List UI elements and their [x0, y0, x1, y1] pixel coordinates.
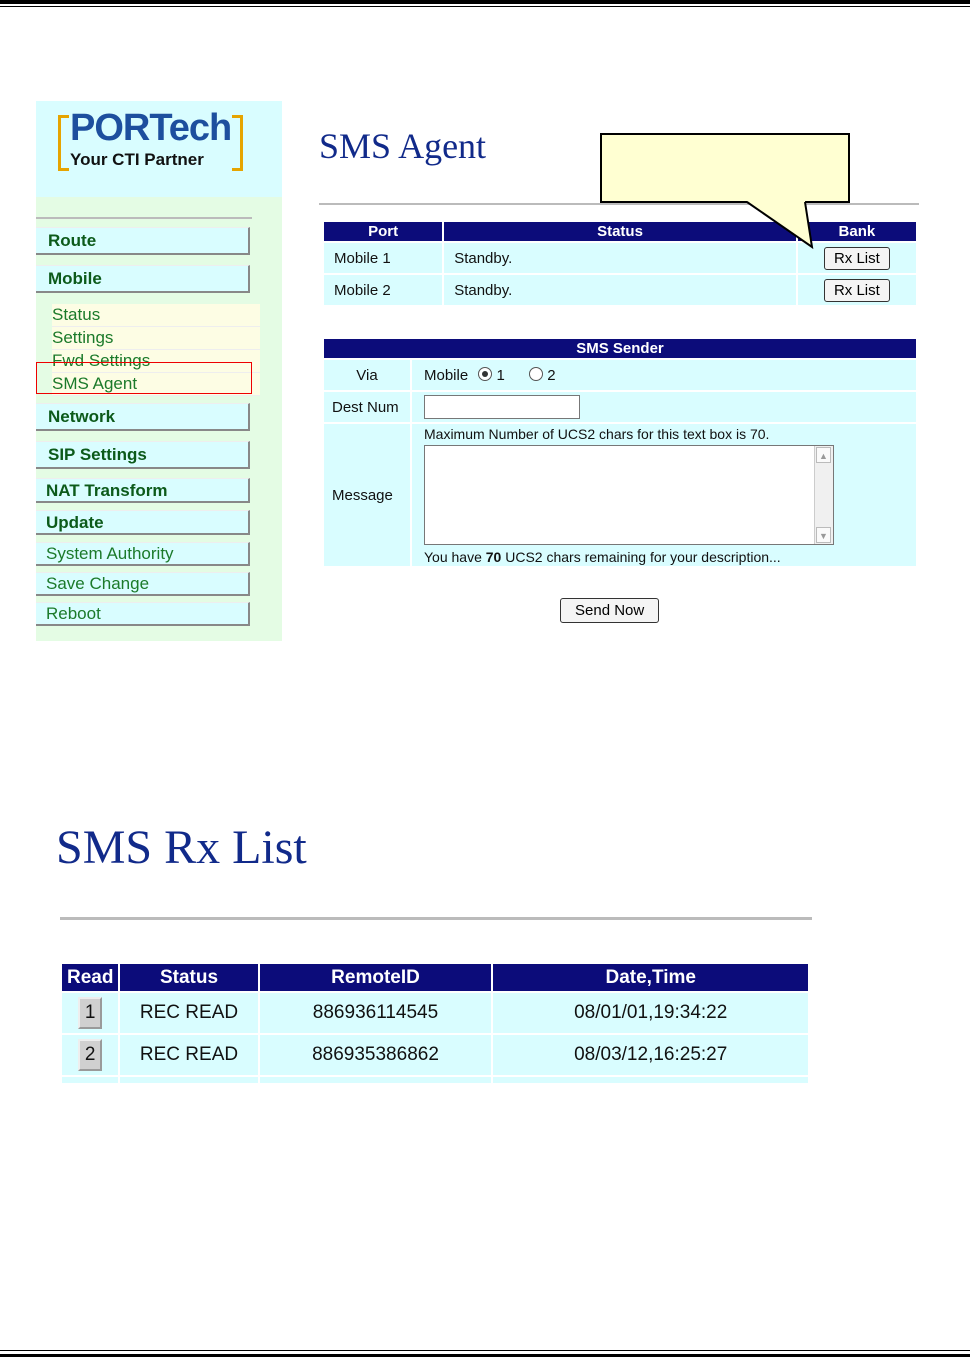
datetime-cell: 08/03/12,16:25:27 — [493, 1035, 808, 1075]
callout-pointer — [319, 101, 920, 361]
message-label: Message — [324, 424, 410, 566]
rx-list-button[interactable]: Rx List — [824, 247, 890, 270]
scroll-up-icon[interactable]: ▲ — [816, 447, 831, 463]
radio-mobile-1[interactable] — [478, 367, 492, 381]
read-button[interactable]: 2 — [78, 1039, 102, 1071]
port-cell: Mobile 1 — [324, 243, 442, 273]
dest-num-input[interactable] — [424, 395, 580, 419]
table-row — [62, 1035, 808, 1075]
scrollbar[interactable] — [814, 446, 833, 544]
remaining-note: You have 70 UCS2 chars remaining for your description... — [424, 548, 781, 565]
sidebar-sub-sms-agent[interactable]: SMS Agent — [52, 373, 260, 396]
sidebar-sub-fwd-settings[interactable]: Fwd Settings — [52, 350, 260, 373]
status-cell: Standby. — [444, 275, 796, 305]
top-rule — [0, 0, 970, 4]
sender-header: SMS Sender — [324, 339, 916, 358]
sidebar-item-sip-settings[interactable]: SIP Settings — [36, 441, 250, 469]
main-panel — [319, 101, 920, 641]
sidebar-divider — [36, 217, 252, 219]
table-row — [62, 993, 808, 1033]
status-cell: REC READ — [120, 1035, 257, 1075]
col-read: Read — [62, 964, 118, 991]
col-bank: Bank — [798, 222, 916, 241]
via-prefix: Mobile — [424, 366, 469, 384]
datetime-cell: 08/01/01,19:34:22 — [493, 993, 808, 1033]
sms-sender-table — [322, 337, 918, 568]
col-port: Port — [324, 222, 442, 241]
sidebar-sub-status[interactable]: Status — [52, 304, 260, 327]
status-cell: Standby. — [444, 243, 796, 273]
sidebar-item-nat-transform[interactable]: NAT Transform — [36, 478, 250, 503]
rx-list-button[interactable]: Rx List — [824, 279, 890, 302]
sidebar-sub-settings[interactable]: Settings — [52, 327, 260, 350]
logo-tagline: Your CTI Partner — [70, 150, 204, 169]
radio-mobile-2[interactable] — [529, 367, 543, 381]
read-button[interactable]: 1 — [78, 997, 102, 1029]
sidebar-item-system-authority[interactable]: System Authority — [36, 542, 250, 566]
col-status: Status — [444, 222, 796, 241]
table-row-partial — [62, 1077, 808, 1083]
sidebar-item-reboot[interactable]: Reboot — [36, 602, 250, 626]
send-now-button[interactable]: Send Now — [560, 598, 659, 623]
rx-list-screenshot — [36, 806, 814, 1082]
max-chars-note: Maximum Number of UCS2 chars for this text box is 70. — [424, 425, 770, 442]
sidebar-item-network[interactable]: Network — [36, 403, 250, 431]
radio-label-1: 1 — [496, 366, 505, 384]
status-cell: REC READ — [120, 993, 257, 1033]
rx-title-divider — [60, 917, 812, 920]
remaining-count: 70 — [485, 548, 502, 565]
dest-num-label: Dest Num — [324, 392, 410, 422]
rx-list-table — [60, 962, 810, 1085]
highlight-box — [36, 362, 252, 394]
sidebar-item-route[interactable]: Route — [36, 227, 250, 255]
sidebar-item-mobile[interactable]: Mobile — [36, 265, 250, 293]
top-rule-thin — [0, 6, 970, 7]
col-status: Status — [120, 964, 257, 991]
page-title: SMS Agent — [319, 126, 487, 166]
message-textarea[interactable] — [424, 445, 834, 545]
via-label: Via — [324, 360, 410, 390]
sidebar-item-save-change[interactable]: Save Change — [36, 572, 250, 596]
col-remote-id: RemoteID — [260, 964, 492, 991]
sidebar-item-update[interactable]: Update — [36, 510, 250, 535]
sidebar — [36, 101, 282, 641]
logo-brand: PORTech — [70, 107, 232, 149]
bottom-rule — [0, 1354, 970, 1357]
rx-list-title: SMS Rx List — [56, 821, 307, 874]
scroll-down-icon[interactable]: ▼ — [816, 527, 831, 543]
sms-agent-screenshot — [36, 101, 920, 641]
radio-label-2: 2 — [547, 366, 556, 384]
logo — [36, 101, 282, 197]
remote-id-cell: 886935386862 — [260, 1035, 492, 1075]
bottom-rule-thin — [0, 1350, 970, 1351]
remote-id-cell: 886936114545 — [260, 993, 492, 1033]
port-cell: Mobile 2 — [324, 275, 442, 305]
col-date-time: Date,Time — [493, 964, 808, 991]
